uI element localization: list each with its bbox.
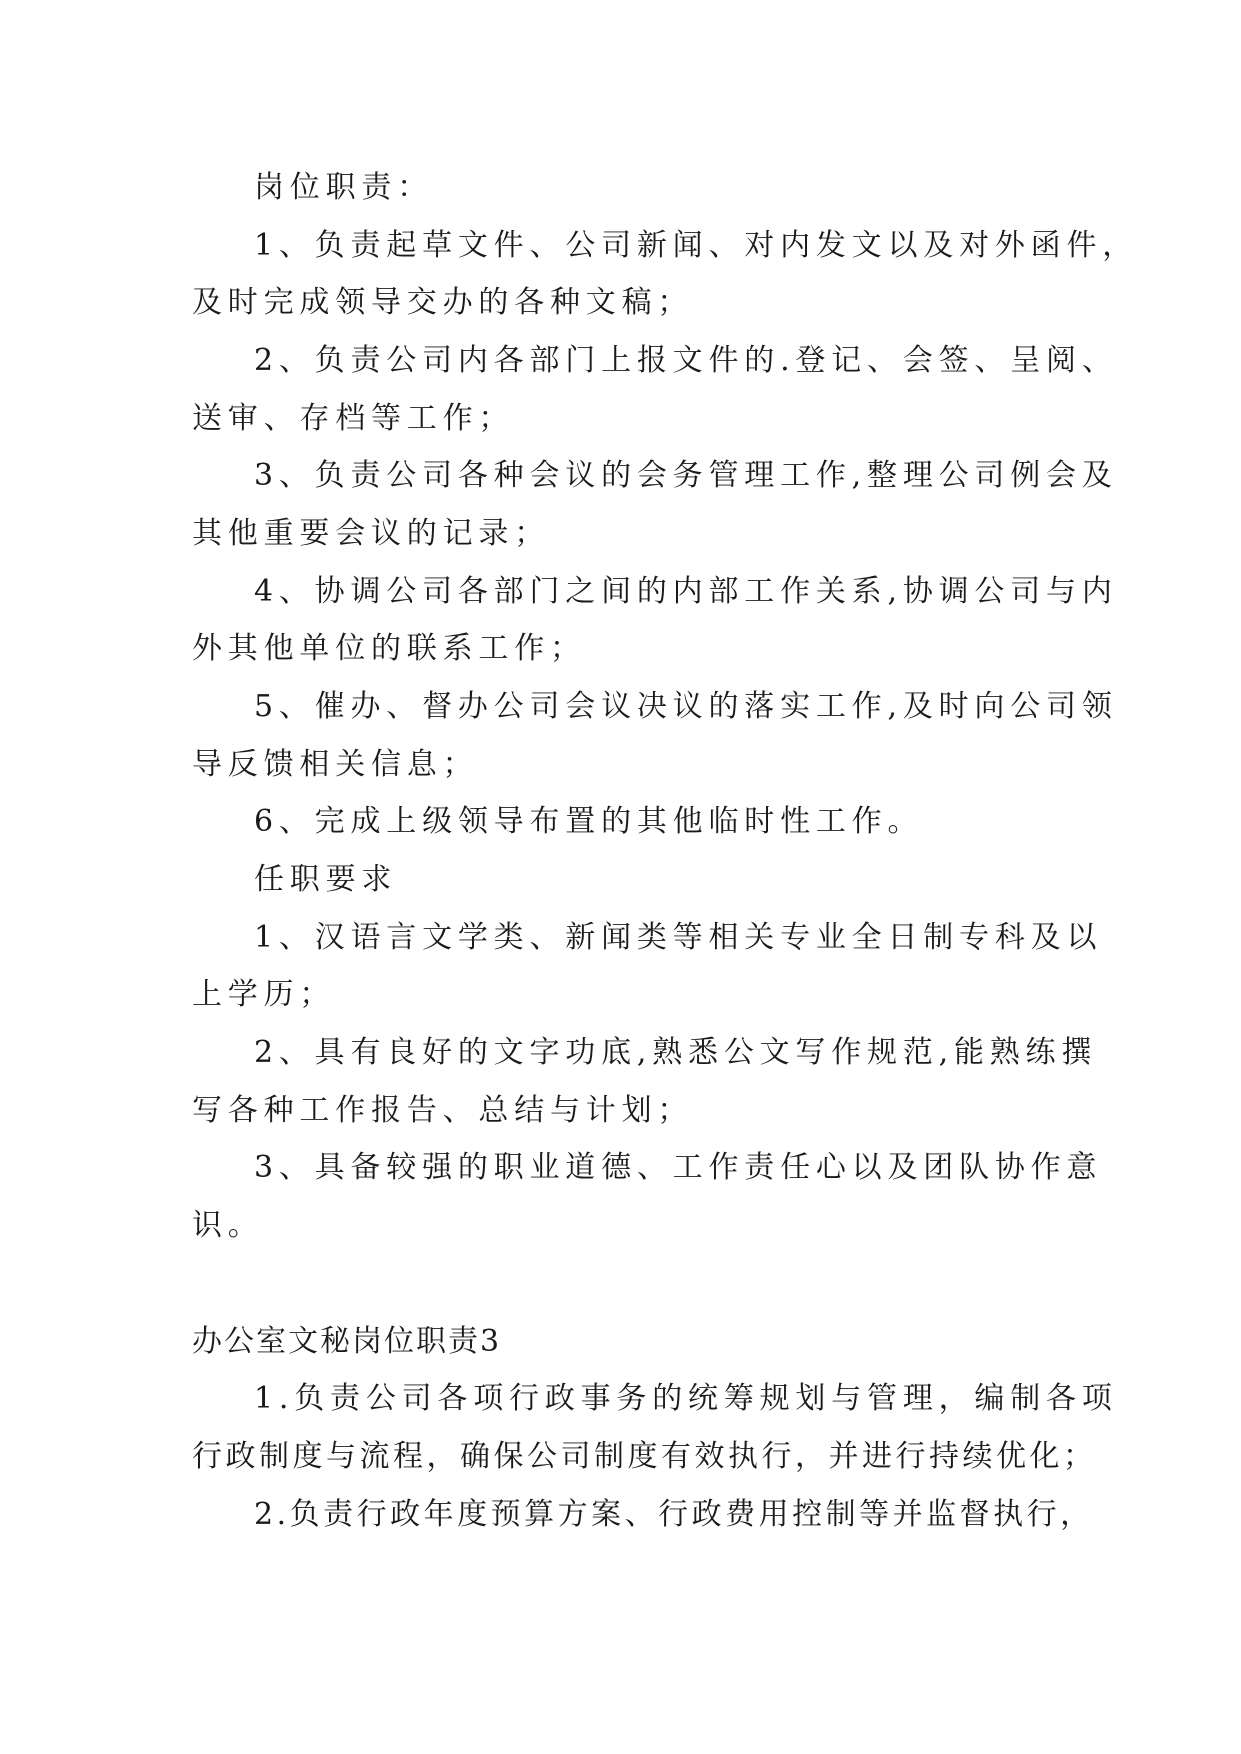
duty-4-line-2: 外其他单位的联系工作；: [192, 631, 586, 666]
duty-5-line-1: 5、催办、督办公司会议决议的落实工作,及时向公司领: [254, 689, 1118, 724]
item-2-line-1: 2.负责行政年度预算方案、行政费用控制等并监督执行，: [254, 1497, 1094, 1532]
duty-1-line-1: 1、负责起草文件、公司新闻、对内发文以及对外函件，: [254, 228, 1139, 263]
section-heading-requirements: 任职要求: [254, 862, 398, 897]
duty-2-line-1: 2、负责公司内各部门上报文件的.登记、会签、呈阅、: [254, 343, 1118, 378]
requirement-1-line-2: 上学历；: [192, 977, 336, 1012]
item-1-line-1: 1.负责公司各项行政事务的统筹规划与管理，编制各项: [254, 1381, 1118, 1416]
requirement-3-line-2: 识。: [192, 1208, 264, 1243]
section-title-secretary-duties-3: 办公室文秘岗位职责3: [192, 1324, 502, 1359]
requirement-2-line-2: 写各种工作报告、总结与计划；: [192, 1093, 694, 1128]
duty-3-line-2: 其他重要会议的记录；: [192, 516, 550, 551]
section-heading-duties: 岗位职责：: [254, 170, 433, 205]
duty-5-line-2: 导反馈相关信息；: [192, 747, 479, 782]
requirement-1-line-1: 1、汉语言文学类、新闻类等相关专业全日制专科及以: [254, 920, 1103, 955]
duty-2-line-2: 送审、存档等工作；: [192, 401, 515, 436]
requirement-2-line-1: 2、具有良好的文字功底,熟悉公文写作规范,能熟练撰: [254, 1035, 1098, 1070]
duty-3-line-1: 3、负责公司各种会议的会务管理工作,整理公司例会及: [254, 458, 1118, 493]
duty-1-line-2: 及时完成领导交办的各种文稿；: [192, 285, 694, 320]
duty-4-line-1: 4、协调公司各部门之间的内部工作关系,协调公司与内: [254, 574, 1118, 609]
requirement-3-line-1: 3、具备较强的职业道德、工作责任心以及团队协作意: [254, 1150, 1103, 1185]
item-1-line-2: 行政制度与流程，确保公司制度有效执行，并进行持续优化；: [192, 1439, 1097, 1474]
duty-6-line-1: 6、完成上级领导布置的其他临时性工作。: [254, 804, 924, 839]
